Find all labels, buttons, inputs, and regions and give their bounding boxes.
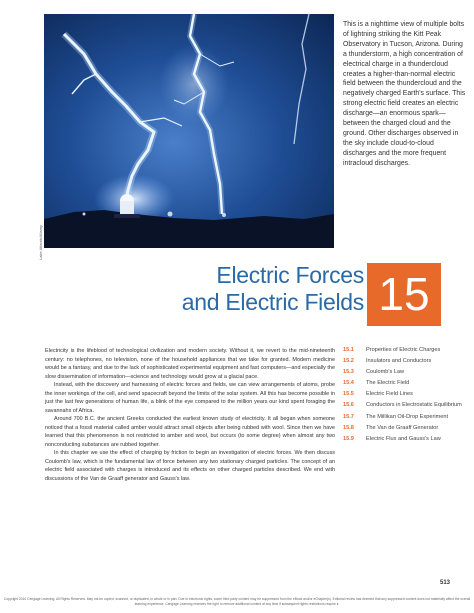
section-number: 15.2 xyxy=(343,358,354,365)
section-title: Electric Field Lines xyxy=(366,391,413,398)
section-item xyxy=(343,380,468,387)
section-item xyxy=(343,425,468,432)
section-title: Coulomb's Law xyxy=(366,369,405,376)
section-title: Electric Flux and Gauss's Law xyxy=(366,435,441,442)
chapter-title-line-2: and Electric Fields xyxy=(181,289,364,315)
section-title: Properties of Electric Charges xyxy=(366,347,441,353)
section-item xyxy=(343,402,468,409)
photo-credit: Lake Atlantic/Alamy xyxy=(38,225,43,260)
intro-paragraph: Instead, with the discovery and harnessing of electric forces and fields, we can view arrangements of atoms, probe the inner workings of the cell, and send spacecraft beyond the limits of the solar system. All this has become possible in just the last few generations of human life, a blink of the eye compared to the million years our kind spent foraging the savannahs of Africa. xyxy=(45,382,335,414)
section-item xyxy=(343,358,468,365)
section-item xyxy=(343,347,468,354)
section-number: 15.6 xyxy=(343,402,354,409)
page-number: 513 xyxy=(440,580,451,586)
chapter-title xyxy=(150,262,364,316)
intro-paragraph: In this chapter we use the effect of charging by friction to begin an investigation of electric forces. We then discuss Coulomb's law, which is the fundamental law of force between any two stationary charged particles. The concept of an electric field associated with charges is introduced and its effects on other charged particles described. We end with discussions of the Van de Graaff generator and Gauss's law. xyxy=(45,450,335,482)
chapter-title-line-1: Electric Forces xyxy=(216,262,364,288)
section-number: 15.1 xyxy=(343,347,354,353)
section-title: The Electric Field xyxy=(366,380,410,387)
section-title: The Millikan Oil-Drop Experiment xyxy=(366,413,449,420)
lightning-illustration xyxy=(44,14,334,248)
section-item xyxy=(343,369,468,376)
lightning-photo xyxy=(44,14,334,248)
section-item xyxy=(343,414,468,421)
section-title: The Van de Graaff Generator xyxy=(366,424,439,431)
section-number: 15.7 xyxy=(343,413,354,420)
section-list xyxy=(343,347,468,447)
section-item xyxy=(343,391,468,398)
chapter-number: 15 xyxy=(378,268,430,320)
section-number: 15.4 xyxy=(343,380,354,387)
section-number: 15.9 xyxy=(343,435,354,442)
section-number: 15.8 xyxy=(343,424,354,431)
section-title: Insulators and Conductors xyxy=(366,358,432,365)
intro-paragraph: Around 700 B.C. the ancient Greeks conducted the earliest known study of electricity. It all began when someone noticed that a fossil material called amber would attract small objects after being rubbed with wool. Since then we have learned that this phenomenon is not restricted to amber and wool, but occurs (to some degree) when almost any two nonconducting substances are rubbed together. xyxy=(45,416,335,448)
photo-caption: This is a nighttime view of multiple bolts of lightning striking the Kitt Peak Observatory in Tucson, Arizona. During a thunderstorm, a high concentration of electrical charge in a thundercloud creates a higher-than-normal electric field between the thundercloud and the negatively charged Earth's surface. This strong electric field creates an electric discharge—an enormous spark—between the charged cloud and the ground. Other discharges observed in the sky include cloud-to-cloud discharges and the more frequent intracloud discharges. xyxy=(343,21,466,167)
copyright-notice: Copyright 2010 Cengage Learning. All Rights Reserved. May not be copied, scanned, or duplicated, in whole or in part. Due to electronic rights, some third party content may be suppressed from the eBook and/or eChapter(s). Editorial review has deemed that any suppressed content does not materially affect the overall learning experience. Cengage Learning reserves the right to remove additional content at any time if subsequent rights restrictions require it. xyxy=(3,597,471,606)
section-item xyxy=(343,436,468,443)
section-number: 15.3 xyxy=(343,369,354,376)
section-title: Conductors in Electrostatic Equilibrium xyxy=(366,402,462,409)
intro-paragraph: Electricity is the lifeblood of technological civilization and modern society. Without it, we revert to the mid-nineteenth century: no telephones, no television, none of the household appliances that we take for granted. Modern medicine would be a fantasy, and due to the lack of sophisticated experimental equipment and fast computers—and especially the slow dissemination of information—science and technology would grow at a glacial pace. xyxy=(45,348,335,380)
section-number: 15.5 xyxy=(343,391,354,398)
chapter-introduction xyxy=(45,347,335,483)
